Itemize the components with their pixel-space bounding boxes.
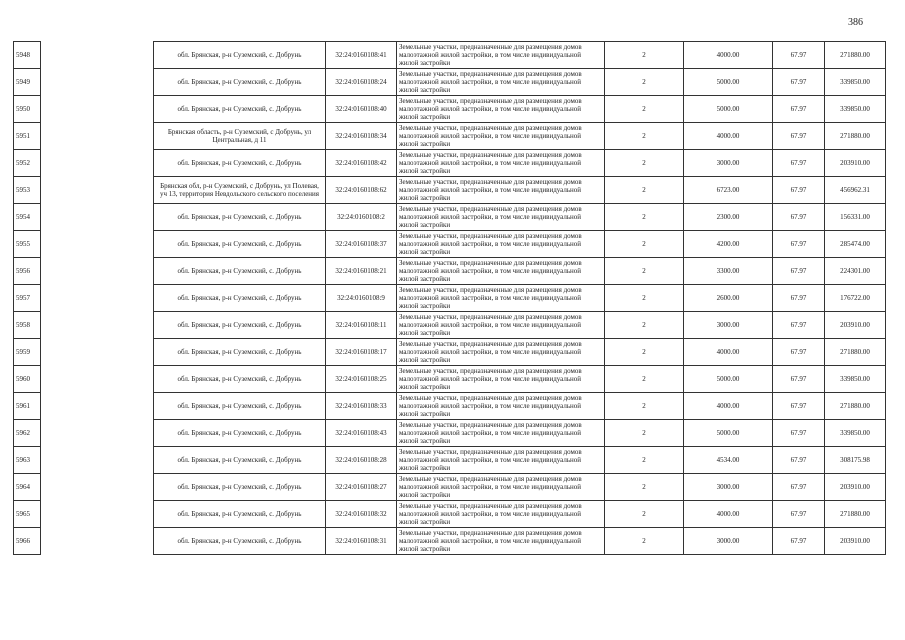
empty-gap-cell: [41, 393, 154, 420]
category-cell: 2: [605, 177, 684, 204]
cadastral-number-cell: 32:24:0160108:40: [326, 96, 397, 123]
specific-value-cell: 67.97: [773, 204, 825, 231]
category-cell: 2: [605, 339, 684, 366]
cadastral-number-cell: 32:24:0160108:25: [326, 366, 397, 393]
table-row: [14, 420, 886, 447]
address-cell: обл. Брянская, р-н Суземский, с. Добрунь: [154, 204, 326, 231]
empty-gap-cell: [41, 150, 154, 177]
cadastral-number-cell: 32:24:0160108:11: [326, 312, 397, 339]
land-use-cell: Земельные участки, предназначенные для размещения домов малоэтажной жилой застройки, в том числе индивидуальной жилой застройки: [397, 474, 605, 501]
empty-gap-cell: [41, 474, 154, 501]
table-row: [14, 258, 886, 285]
area-cell: 4000.00: [684, 393, 773, 420]
cadastral-number-cell: 32:24:0160108:17: [326, 339, 397, 366]
row-number-cell: 5956: [14, 258, 41, 285]
specific-value-cell: 67.97: [773, 177, 825, 204]
cadastral-number-cell: 32:24:0160108:37: [326, 231, 397, 258]
empty-gap-cell: [41, 204, 154, 231]
empty-gap-cell: [41, 123, 154, 150]
category-cell: 2: [605, 231, 684, 258]
cadastral-number-cell: 32:24:0160108:34: [326, 123, 397, 150]
address-cell: обл. Брянская, р-н Суземский, с. Добрунь: [154, 285, 326, 312]
specific-value-cell: 67.97: [773, 69, 825, 96]
land-use-cell: Земельные участки, предназначенные для размещения домов малоэтажной жилой застройки, в том числе индивидуальной жилой застройки: [397, 96, 605, 123]
table-row: [14, 393, 886, 420]
cadastral-value-cell: 285474.00: [825, 231, 886, 258]
table-row: [14, 123, 886, 150]
area-cell: 3000.00: [684, 528, 773, 555]
specific-value-cell: 67.97: [773, 285, 825, 312]
area-cell: 3000.00: [684, 474, 773, 501]
address-cell: обл. Брянская, р-н Суземский, с. Добрунь: [154, 339, 326, 366]
empty-gap-cell: [41, 312, 154, 339]
table-row: [14, 447, 886, 474]
row-number-cell: 5963: [14, 447, 41, 474]
cadastral-value-cell: 339850.00: [825, 96, 886, 123]
specific-value-cell: 67.97: [773, 393, 825, 420]
empty-gap-cell: [41, 231, 154, 258]
page-number: 386: [848, 17, 863, 28]
land-use-cell: Земельные участки, предназначенные для размещения домов малоэтажной жилой застройки, в том числе индивидуальной жилой застройки: [397, 231, 605, 258]
row-number-cell: 5949: [14, 69, 41, 96]
address-cell: обл. Брянская, р-н Суземский, с. Добрунь: [154, 69, 326, 96]
address-cell: обл. Брянская, р-н Суземский, с. Добрунь: [154, 501, 326, 528]
cadastral-number-cell: 32:24:0160108:42: [326, 150, 397, 177]
category-cell: 2: [605, 96, 684, 123]
land-use-cell: Земельные участки, предназначенные для размещения домов малоэтажной жилой застройки, в том числе индивидуальной жилой застройки: [397, 393, 605, 420]
cadastral-number-cell: 32:24:0160108:43: [326, 420, 397, 447]
address-cell: обл. Брянская, р-н Суземский, с. Добрунь: [154, 366, 326, 393]
empty-gap-cell: [41, 42, 154, 69]
table-row: [14, 528, 886, 555]
area-cell: 3000.00: [684, 150, 773, 177]
specific-value-cell: 67.97: [773, 258, 825, 285]
category-cell: 2: [605, 204, 684, 231]
area-cell: 5000.00: [684, 420, 773, 447]
row-number-cell: 5965: [14, 501, 41, 528]
row-number-cell: 5951: [14, 123, 41, 150]
cadastral-number-cell: 32:24:0160108:24: [326, 69, 397, 96]
cadastral-number-cell: 32:24:0160108:31: [326, 528, 397, 555]
row-number-cell: 5948: [14, 42, 41, 69]
table-row: [14, 231, 886, 258]
cadastral-value-cell: 271880.00: [825, 501, 886, 528]
area-cell: 4200.00: [684, 231, 773, 258]
table-row: [14, 474, 886, 501]
land-use-cell: Земельные участки, предназначенные для размещения домов малоэтажной жилой застройки, в том числе индивидуальной жилой застройки: [397, 447, 605, 474]
land-use-cell: Земельные участки, предназначенные для размещения домов малоэтажной жилой застройки, в том числе индивидуальной жилой застройки: [397, 42, 605, 69]
cadastral-number-cell: 32:24:0160108:41: [326, 42, 397, 69]
address-cell: обл. Брянская, р-н Суземский, с. Добрунь: [154, 420, 326, 447]
area-cell: 5000.00: [684, 69, 773, 96]
land-use-cell: Земельные участки, предназначенные для размещения домов малоэтажной жилой застройки, в том числе индивидуальной жилой застройки: [397, 312, 605, 339]
table-row: [14, 204, 886, 231]
table-row: [14, 366, 886, 393]
area-cell: 6723.00: [684, 177, 773, 204]
land-use-cell: Земельные участки, предназначенные для размещения домов малоэтажной жилой застройки, в том числе индивидуальной жилой застройки: [397, 501, 605, 528]
specific-value-cell: 67.97: [773, 312, 825, 339]
empty-gap-cell: [41, 177, 154, 204]
area-cell: 4000.00: [684, 42, 773, 69]
register-body: [14, 42, 886, 555]
specific-value-cell: 67.97: [773, 123, 825, 150]
empty-gap-cell: [41, 339, 154, 366]
land-use-cell: Земельные участки, предназначенные для размещения домов малоэтажной жилой застройки, в том числе индивидуальной жилой застройки: [397, 204, 605, 231]
address-cell: обл. Брянская, р-н Суземский, с. Добрунь: [154, 150, 326, 177]
area-cell: 3300.00: [684, 258, 773, 285]
specific-value-cell: 67.97: [773, 501, 825, 528]
specific-value-cell: 67.97: [773, 366, 825, 393]
category-cell: 2: [605, 501, 684, 528]
row-number-cell: 5953: [14, 177, 41, 204]
address-cell: Брянская область, р-н Суземский, с Добрунь, ул Центральная, д 11: [154, 123, 326, 150]
cadastral-value-cell: 203910.00: [825, 150, 886, 177]
row-number-cell: 5960: [14, 366, 41, 393]
address-cell: обл. Брянская, р-н Суземский, с. Добрунь: [154, 528, 326, 555]
land-use-cell: Земельные участки, предназначенные для размещения домов малоэтажной жилой застройки, в том числе индивидуальной жилой застройки: [397, 528, 605, 555]
table-row: [14, 177, 886, 204]
row-number-cell: 5962: [14, 420, 41, 447]
empty-gap-cell: [41, 96, 154, 123]
specific-value-cell: 67.97: [773, 42, 825, 69]
area-cell: 3000.00: [684, 312, 773, 339]
category-cell: 2: [605, 312, 684, 339]
cadastral-number-cell: 32:24:0160108:21: [326, 258, 397, 285]
empty-gap-cell: [41, 366, 154, 393]
category-cell: 2: [605, 285, 684, 312]
category-cell: 2: [605, 42, 684, 69]
address-cell: обл. Брянская, р-н Суземский, с. Добрунь: [154, 393, 326, 420]
specific-value-cell: 67.97: [773, 474, 825, 501]
category-cell: 2: [605, 69, 684, 96]
land-use-cell: Земельные участки, предназначенные для размещения домов малоэтажной жилой застройки, в том числе индивидуальной жилой застройки: [397, 150, 605, 177]
specific-value-cell: 67.97: [773, 420, 825, 447]
cadastral-value-cell: 224301.00: [825, 258, 886, 285]
empty-gap-cell: [41, 447, 154, 474]
cadastral-number-cell: 32:24:0160108:2: [326, 204, 397, 231]
empty-gap-cell: [41, 528, 154, 555]
row-number-cell: 5964: [14, 474, 41, 501]
cadastral-value-cell: 339850.00: [825, 366, 886, 393]
land-plot-register-table: [13, 41, 886, 555]
land-use-cell: Земельные участки, предназначенные для размещения домов малоэтажной жилой застройки, в том числе индивидуальной жилой застройки: [397, 285, 605, 312]
cadastral-number-cell: 32:24:0160108:33: [326, 393, 397, 420]
address-cell: обл. Брянская, р-н Суземский, с. Добрунь: [154, 231, 326, 258]
empty-gap-cell: [41, 258, 154, 285]
category-cell: 2: [605, 150, 684, 177]
cadastral-value-cell: 203910.00: [825, 312, 886, 339]
land-use-cell: Земельные участки, предназначенные для размещения домов малоэтажной жилой застройки, в том числе индивидуальной жилой застройки: [397, 366, 605, 393]
specific-value-cell: 67.97: [773, 528, 825, 555]
category-cell: 2: [605, 123, 684, 150]
area-cell: 5000.00: [684, 96, 773, 123]
specific-value-cell: 67.97: [773, 96, 825, 123]
empty-gap-cell: [41, 501, 154, 528]
specific-value-cell: 67.97: [773, 150, 825, 177]
category-cell: 2: [605, 447, 684, 474]
area-cell: 4000.00: [684, 501, 773, 528]
row-number-cell: 5959: [14, 339, 41, 366]
table-row: [14, 42, 886, 69]
empty-gap-cell: [41, 69, 154, 96]
specific-value-cell: 67.97: [773, 231, 825, 258]
area-cell: 4534.00: [684, 447, 773, 474]
land-use-cell: Земельные участки, предназначенные для размещения домов малоэтажной жилой застройки, в том числе индивидуальной жилой застройки: [397, 177, 605, 204]
cadastral-value-cell: 339850.00: [825, 69, 886, 96]
area-cell: 4000.00: [684, 123, 773, 150]
area-cell: 2300.00: [684, 204, 773, 231]
table-row: [14, 312, 886, 339]
cadastral-value-cell: 156331.00: [825, 204, 886, 231]
cadastral-value-cell: 456962.31: [825, 177, 886, 204]
table-row: [14, 69, 886, 96]
category-cell: 2: [605, 420, 684, 447]
category-cell: 2: [605, 258, 684, 285]
address-cell: Брянская обл, р-н Суземский, с Добрунь, ул Полевая, уч 13, территория Невдольского сельского поселения: [154, 177, 326, 204]
row-number-cell: 5961: [14, 393, 41, 420]
table-row: [14, 285, 886, 312]
cadastral-number-cell: 32:24:0160108:28: [326, 447, 397, 474]
land-use-cell: Земельные участки, предназначенные для размещения домов малоэтажной жилой застройки, в том числе индивидуальной жилой застройки: [397, 69, 605, 96]
cadastral-number-cell: 32:24:0160108:62: [326, 177, 397, 204]
land-use-cell: Земельные участки, предназначенные для размещения домов малоэтажной жилой застройки, в том числе индивидуальной жилой застройки: [397, 123, 605, 150]
cadastral-value-cell: 203910.00: [825, 474, 886, 501]
row-number-cell: 5955: [14, 231, 41, 258]
land-use-cell: Земельные участки, предназначенные для размещения домов малоэтажной жилой застройки, в том числе индивидуальной жилой застройки: [397, 258, 605, 285]
table-row: [14, 339, 886, 366]
cadastral-value-cell: 271880.00: [825, 393, 886, 420]
row-number-cell: 5958: [14, 312, 41, 339]
table-row: [14, 150, 886, 177]
cadastral-number-cell: 32:24:0160108:32: [326, 501, 397, 528]
empty-gap-cell: [41, 285, 154, 312]
cadastral-value-cell: 271880.00: [825, 42, 886, 69]
row-number-cell: 5954: [14, 204, 41, 231]
cadastral-value-cell: 203910.00: [825, 528, 886, 555]
row-number-cell: 5957: [14, 285, 41, 312]
address-cell: обл. Брянская, р-н Суземский, с. Добрунь: [154, 447, 326, 474]
row-number-cell: 5952: [14, 150, 41, 177]
address-cell: обл. Брянская, р-н Суземский, с. Добрунь: [154, 258, 326, 285]
address-cell: обл. Брянская, р-н Суземский, с. Добрунь: [154, 42, 326, 69]
table-row: [14, 501, 886, 528]
cadastral-value-cell: 271880.00: [825, 339, 886, 366]
category-cell: 2: [605, 474, 684, 501]
category-cell: 2: [605, 393, 684, 420]
land-use-cell: Земельные участки, предназначенные для размещения домов малоэтажной жилой застройки, в том числе индивидуальной жилой застройки: [397, 339, 605, 366]
empty-gap-cell: [41, 420, 154, 447]
cadastral-value-cell: 271880.00: [825, 123, 886, 150]
area-cell: 4000.00: [684, 339, 773, 366]
address-cell: обл. Брянская, р-н Суземский, с. Добрунь: [154, 96, 326, 123]
cadastral-value-cell: 308175.98: [825, 447, 886, 474]
cadastral-number-cell: 32:24:0160108:9: [326, 285, 397, 312]
category-cell: 2: [605, 366, 684, 393]
cadastral-value-cell: 176722.00: [825, 285, 886, 312]
row-number-cell: 5950: [14, 96, 41, 123]
land-use-cell: Земельные участки, предназначенные для размещения домов малоэтажной жилой застройки, в том числе индивидуальной жилой застройки: [397, 420, 605, 447]
address-cell: обл. Брянская, р-н Суземский, с. Добрунь: [154, 312, 326, 339]
row-number-cell: 5966: [14, 528, 41, 555]
cadastral-value-cell: 339850.00: [825, 420, 886, 447]
table-row: [14, 96, 886, 123]
specific-value-cell: 67.97: [773, 339, 825, 366]
category-cell: 2: [605, 528, 684, 555]
area-cell: 2600.00: [684, 285, 773, 312]
specific-value-cell: 67.97: [773, 447, 825, 474]
area-cell: 5000.00: [684, 366, 773, 393]
address-cell: обл. Брянская, р-н Суземский, с. Добрунь: [154, 474, 326, 501]
cadastral-number-cell: 32:24:0160108:27: [326, 474, 397, 501]
